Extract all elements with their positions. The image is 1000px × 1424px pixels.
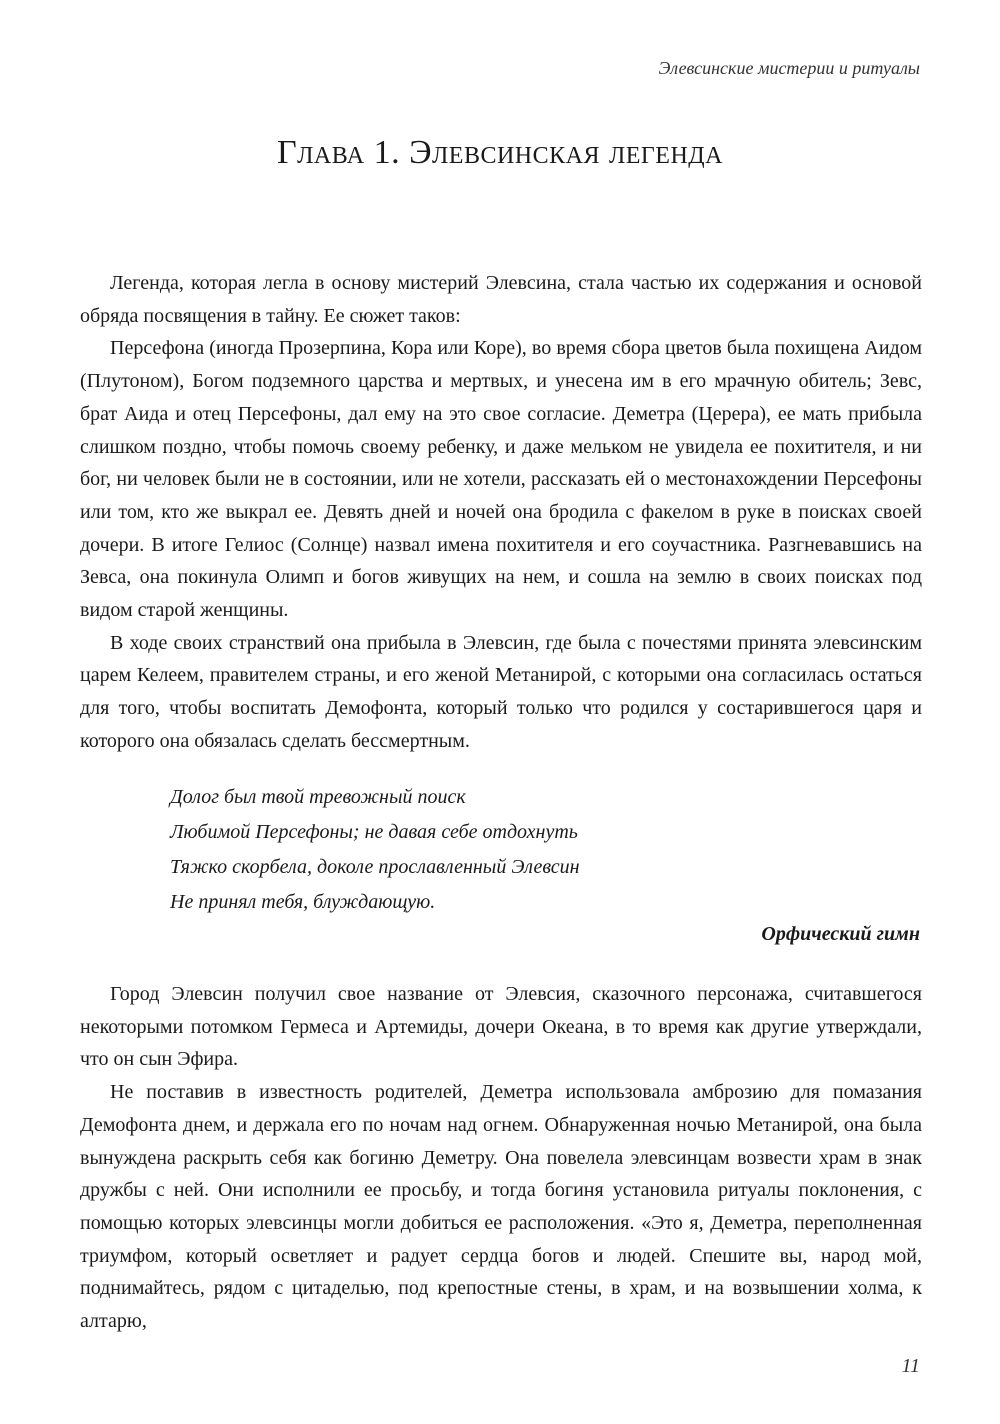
paragraph: Не поставив в известность родителей, Деметра использовала амброзию для помазания Демофонта днем, и держала его по ночам над огнем. Обнаруженная ночью Метанирой, она была вынуждена раскрыть себя как богиню Деметру. Она повелела элевсинцам возвести храм в знак дружбы с ней. Они исполнили ее просьбу, и тогда богиня установила ритуалы поклонения, с помощью которых элевсинцы могли добиться ее расположения. «Это я, Деметра, переполненная триумфом, который осветляет и радует сердца богов и людей. Спешите вы, народ мой, поднимайтесь, рядом с цитаделью, под крепостные стены, в храм, и на возвышении холма, к алтарю, (80, 1081, 922, 1333)
poem-line: Не принял тебя, блуждающую. (170, 891, 436, 913)
paragraph: Город Элевсин получил свое название от Элевсия, сказочного персонажа, считавшегося некоторыми потомком Гермеса и Артемиды, дочери Океана, в то время как другие утверждали, что он сын Эфира. (80, 983, 922, 1071)
paragraph: Персефона (иногда Прозерпина, Кора или Коре), во время сбора цветов была похищена Аидом (Плутоном), Богом подземного царства и мертвых, и унесена им в его мрачную обитель; Зевс, брат Аида и отец Персефоны, дал ему на это свое согласие. Деметра (Церера), ее мать прибыла слишком поздно, чтобы помочь своему ребенку, и даже мельком не увидела ее похитителя, и ни бог, ни человек были не в состоянии, или не хотели, рассказать ей о местонахождении Персефоны или том, кто же выкрал ее. Девять дней и ночей она бродила с факелом в руке в поисках своей дочери. В итоге Гелиос (Солнце) назвал имена похитителя и его соучастника. Разгневавшись на Зевса, она покинула Олимп и богов живущих на нем, и сошла на землю в своих поисках под видом старой женщины. (80, 337, 922, 622)
body-text-top (80, 267, 922, 758)
paragraph: Легенда, которая легла в основу мистерий Элевсина, стала частью их содержания и основой обряда посвящения в тайну. Ее сюжет таков: (80, 272, 922, 327)
poem-line: Любимой Персефоны; не давая себе отдохнуть (170, 821, 578, 843)
poem-source: Орфический гимн (761, 923, 920, 945)
chapter-title: Глава 1. Элевсинская легенда (276, 134, 724, 171)
running-header: Элевсинские мистерии и ритуалы (658, 58, 920, 78)
poem-epigraph (170, 780, 580, 920)
page-number: 11 (901, 1355, 920, 1377)
poem-line: Тяжко скорбела, доколе прославленный Элевсин (170, 856, 580, 878)
paragraph: В ходе своих странствий она прибыла в Элевсин, где была с почестями принята элевсинским царем Келеем, правителем страны, и его женой Метанирой, с которыми она согласилась остаться для того, чтобы воспитать Демофонта, который только что родился у состарившегося царя и которого она обязалась сделать бессмертным. (80, 631, 922, 752)
poem-line: Долог был твой тревожный поиск (170, 786, 466, 808)
body-text-bottom (80, 978, 922, 1338)
